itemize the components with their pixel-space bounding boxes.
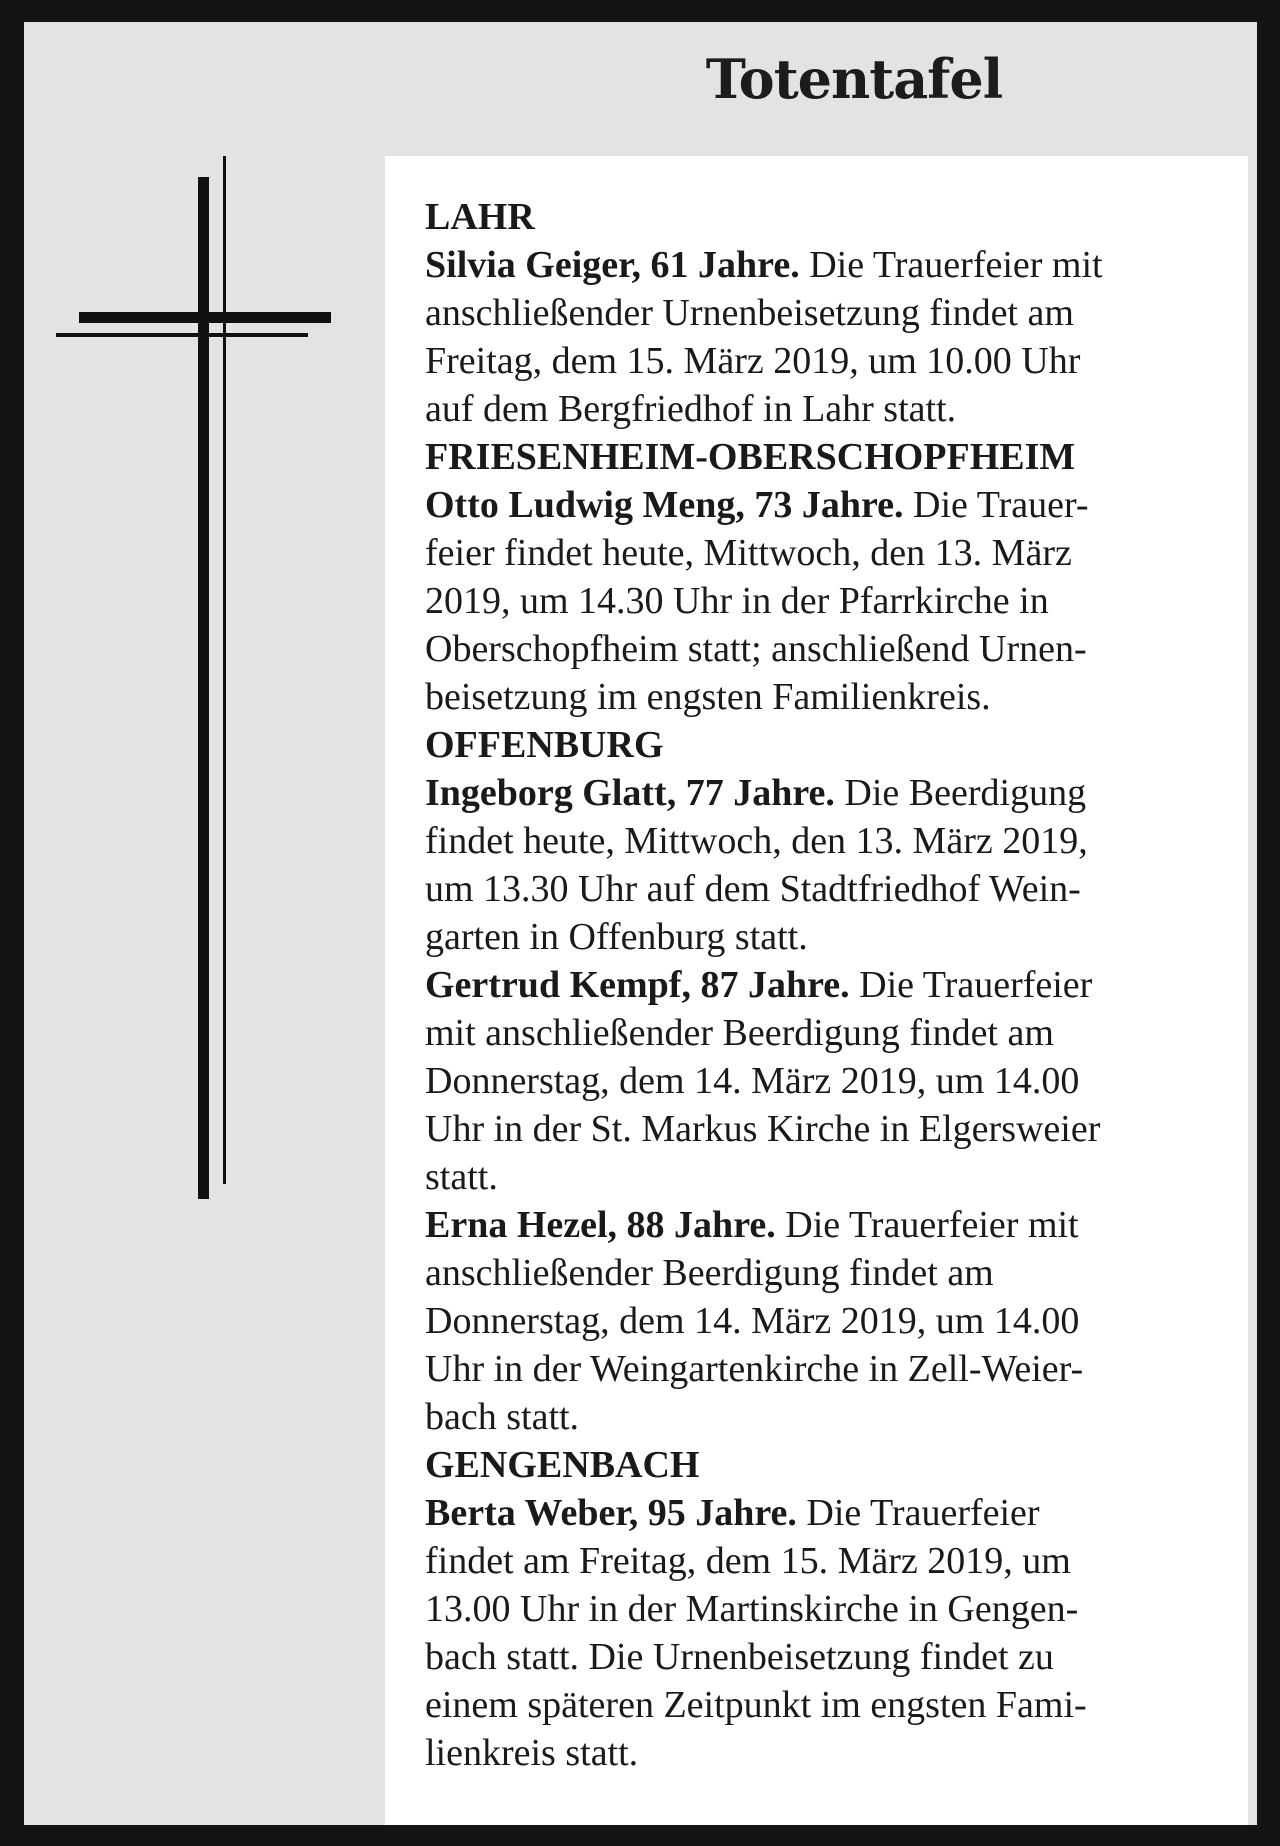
obituary-line: [425, 1489, 1231, 1537]
obituary-line: [425, 1729, 1231, 1777]
obituary-line: [425, 1585, 1231, 1633]
obituary-line: [425, 1393, 1231, 1441]
line-text: statt.: [425, 1156, 498, 1198]
line-text: um 13.30 Uhr auf dem Stadtfriedhof Wein-: [425, 868, 1081, 910]
line-text: Die Trauerfeier: [849, 964, 1093, 1006]
place-heading: [425, 721, 1231, 769]
obituary-line: [425, 913, 1231, 961]
obituary-line: [425, 577, 1231, 625]
line-text: anschließender Urnenbeisetzung findet am: [425, 292, 1074, 334]
line-text: Die Beerdigung: [834, 772, 1087, 814]
place-name: GENGENBACH: [425, 1444, 700, 1486]
cross-thin-vertical-line: [223, 156, 226, 1184]
obituary-line: [425, 1153, 1231, 1201]
page-title: Totentafel: [705, 47, 1003, 111]
cross-horizontal-bar: [79, 312, 331, 323]
obituary-line: [425, 625, 1231, 673]
obituary-line: [425, 1249, 1231, 1297]
obituary-line: [425, 1633, 1231, 1681]
obituary-line: [425, 481, 1231, 529]
line-text: anschließender Beerdigung findet am: [425, 1252, 994, 1294]
obituary-content: [385, 156, 1248, 1825]
obituary-line: [425, 1009, 1231, 1057]
obituary-line: [425, 289, 1231, 337]
obituary-line: [425, 385, 1231, 433]
line-text: Freitag, dem 15. März 2019, um 10.00 Uhr: [425, 340, 1081, 382]
deceased-name: Ingeborg Glatt, 77 Jahre.: [425, 772, 835, 814]
line-text: garten in Offenburg statt.: [425, 916, 808, 958]
place-name: OFFENBURG: [425, 724, 664, 766]
line-text: mit anschließender Beerdigung findet am: [425, 1012, 1054, 1054]
obituary-line: [425, 769, 1231, 817]
obituary-line: [425, 961, 1231, 1009]
place-name: FRIESENHEIM-OBERSCHOPFHEIM: [425, 436, 1076, 478]
line-text: Donnerstag, dem 14. März 2019, um 14.00: [425, 1300, 1080, 1342]
deceased-name: Berta Weber, 95 Jahre.: [425, 1492, 797, 1534]
line-text: Die Trauer-: [903, 484, 1089, 526]
obituary-line: [425, 529, 1231, 577]
obituary-line: [425, 817, 1231, 865]
obituary-line: [425, 673, 1231, 721]
obituary-line: [425, 865, 1231, 913]
cross-thin-horizontal-line: [56, 333, 308, 337]
line-text: findet am Freitag, dem 15. März 2019, um: [425, 1540, 1071, 1582]
obituary-line: [425, 241, 1231, 289]
line-text: Uhr in der Weingartenkirche in Zell-Weier-: [425, 1348, 1084, 1390]
line-text: auf dem Bergfriedhof in Lahr statt.: [425, 388, 957, 430]
obituary-line: [425, 1105, 1231, 1153]
obituary-line: [425, 1345, 1231, 1393]
line-text: Donnerstag, dem 14. März 2019, um 14.00: [425, 1060, 1080, 1102]
line-text: bach statt. Die Urnenbeisetzung findet zu: [425, 1636, 1054, 1678]
place-name: LAHR: [425, 196, 535, 238]
line-text: einem späteren Zeitpunkt im engsten Fami-: [425, 1684, 1087, 1726]
obituary-line: [425, 337, 1231, 385]
deceased-name: Silvia Geiger, 61 Jahre.: [425, 244, 800, 286]
place-heading: [425, 193, 1231, 241]
obituary-line: [425, 1201, 1231, 1249]
line-text: 2019, um 14.30 Uhr in der Pfarrkirche in: [425, 580, 1049, 622]
obituary-line: [425, 1297, 1231, 1345]
obituary-text: [425, 193, 1231, 1777]
place-heading: [425, 433, 1231, 481]
obituary-line: [425, 1681, 1231, 1729]
obituary-line: [425, 1057, 1231, 1105]
line-text: Die Trauerfeier: [796, 1492, 1040, 1534]
line-text: feier findet heute, Mittwoch, den 13. März: [425, 532, 1072, 574]
line-text: lienkreis statt.: [425, 1732, 639, 1774]
deceased-name: Otto Ludwig Meng, 73 Jahre.: [425, 484, 904, 526]
line-text: findet heute, Mittwoch, den 13. März 2019,: [425, 820, 1088, 862]
line-text: Die Trauerfeier mit: [775, 1204, 1079, 1246]
deceased-name: Gertrud Kempf, 87 Jahre.: [425, 964, 850, 1006]
place-heading: [425, 1441, 1231, 1489]
line-text: Oberschopfheim statt; anschließend Urnen-: [425, 628, 1087, 670]
line-text: beisetzung im engsten Familienkreis.: [425, 676, 991, 718]
obituary-line: [425, 1537, 1231, 1585]
obituary-panel: [24, 22, 1257, 1825]
line-text: bach statt.: [425, 1396, 580, 1438]
line-text: Die Trauerfeier mit: [799, 244, 1103, 286]
cross-vertical-bar: [198, 177, 209, 1199]
line-text: Uhr in der St. Markus Kirche in Elgersweier: [425, 1108, 1101, 1150]
line-text: 13.00 Uhr in der Martinskirche in Gengen-: [425, 1588, 1079, 1630]
deceased-name: Erna Hezel, 88 Jahre.: [425, 1204, 776, 1246]
